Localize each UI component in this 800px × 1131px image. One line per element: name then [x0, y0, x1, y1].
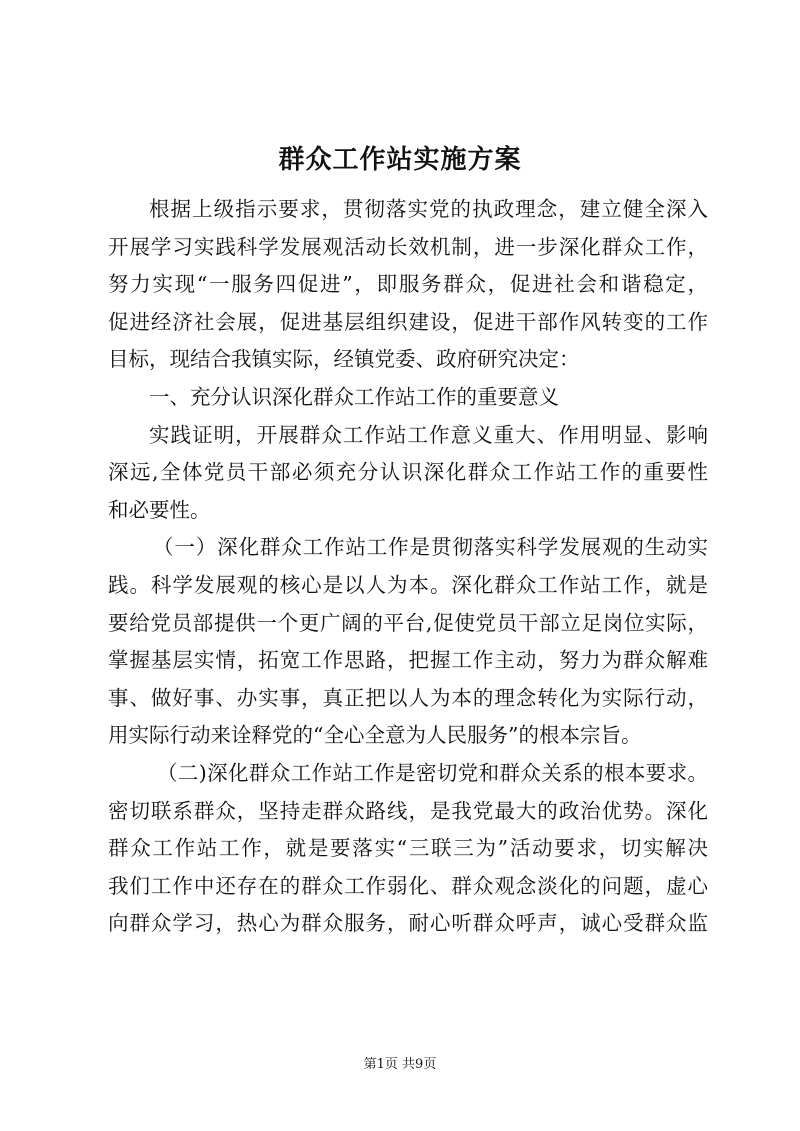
paragraph-line: 开展学习实践科学发展观活动长效机制，进一步深化群众工作，	[108, 234, 708, 259]
document-body	[108, 191, 708, 943]
paragraph-line: 促进经济社会展，促进基层组织建设，促进干部作风转变的工作	[108, 309, 708, 334]
paragraph-line: 深远,全体党员干部必须充分认识深化群众工作站工作的重要性	[108, 460, 708, 485]
paragraph-line: 要给党员部提供一个更广阔的平台,促使党员干部立足岗位实际，	[108, 610, 708, 635]
paragraph-line: 努力实现“一服务四促进”，即服务群众，促进社会和谐稳定，	[108, 272, 708, 297]
document-title: 群众工作站实施方案	[278, 145, 522, 175]
paragraph-line: 用实际行动来诠释党的“全心全意为人民服务”的根本宗旨。	[108, 723, 642, 748]
paragraph-line: （二)深化群众工作站工作是密切党和群众关系的根本要求。	[157, 760, 708, 785]
paragraph-line: 践。科学发展观的核心是以人为本。深化群众工作站工作，就是	[108, 572, 708, 597]
paragraph-line: 事、做好事、办实事，真正把以人为本的理念转化为实际行动，	[108, 685, 708, 710]
paragraph-line: 密切联系群众，坚持走群众路线，是我党最大的政治优势。深化	[108, 798, 708, 823]
paragraph-line: 向群众学习，热心为群众服务，耐心听群众呼声，诚心受群众监	[108, 911, 708, 936]
paragraph-line: 和必要性。	[108, 497, 211, 522]
paragraph-line: 实践证明，开展群众工作站工作意义重大、作用明显、影响	[149, 422, 708, 447]
paragraph-line: 我们工作中还存在的群众工作弱化、群众观念淡化的问题，虚心	[108, 873, 708, 898]
paragraph-line: 根据上级指示要求，贯彻落实党的执政理念，建立健全深入	[149, 197, 708, 221]
paragraph-line: 掌握基层实情，拓宽工作思路，把握工作主动，努力为群众解难	[108, 648, 708, 673]
page-number-footer: 第1页 共9页	[363, 1057, 437, 1072]
paragraph-line: 目标，现结合我镇实际，经镇党委、政府研究决定：	[108, 347, 580, 372]
paragraph-line: （一）深化群众工作站工作是贯彻落实科学发展观的生动实	[153, 535, 708, 560]
section-heading: 一、充分认识深化群众工作站工作的重要意义	[149, 384, 559, 409]
paragraph-line: 群众工作站工作，就是要落实“三联三为”活动要求，切实解决	[108, 836, 708, 861]
